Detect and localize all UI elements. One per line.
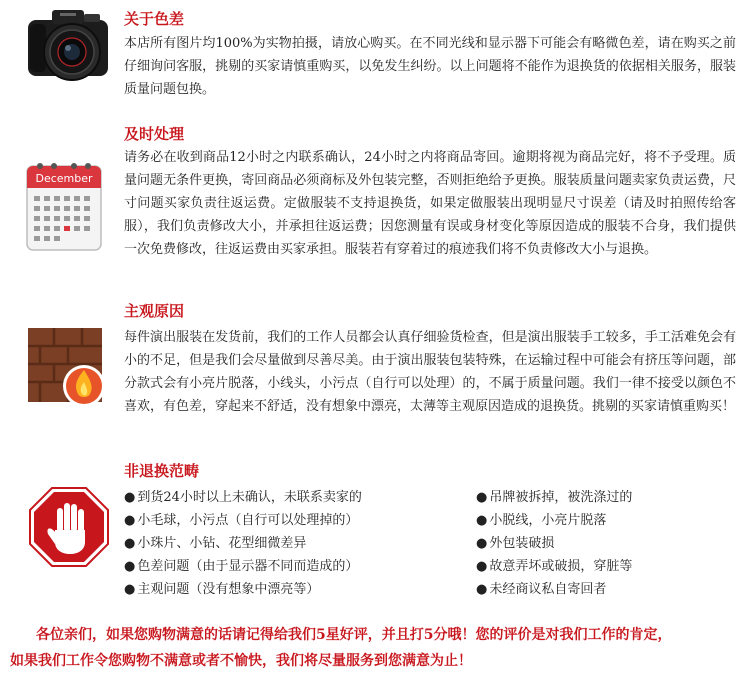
list-item: ● 小脱线，小亮片脱落 [476, 509, 736, 532]
firewall-icon [24, 326, 108, 408]
section-title: 关于色差 [124, 10, 185, 28]
list-item: ● 色差问题（由于显示器不同而造成的） [124, 555, 464, 578]
bullet-icon: ● [476, 536, 488, 551]
section-title: 主观原因 [124, 302, 185, 320]
section-color-difference [0, 0, 750, 118]
bullet-icon: ● [124, 559, 136, 574]
bullet-icon: ● [476, 582, 488, 597]
list-item: ● 外包装破损 [476, 532, 736, 555]
section-timely-handling [0, 118, 750, 296]
bullet-icon: ● [476, 559, 488, 574]
list-item: ● 主观问题（没有想象中漂亮等） [124, 578, 464, 601]
list-item: ● 到货24小时以上未确认，未联系卖家的 [124, 486, 464, 509]
section-title: 及时处理 [124, 125, 185, 143]
stop-hand-icon [28, 486, 110, 568]
section-text: 每件演出服装在发货前，我们的工作人员都会认真仔细验货检查，但是演出服装手工较多，手工活难免会有小的不足，但是我们会尽量做到尽善尽美。由于演出服装包装特殊，在运输过程中可能会有挤压等问题，部分款式会有小亮片脱落，小线头，小污点（自行可以处理）的，不属于质量问题。我们一律不接受以颜色不喜欢，有色差，穿起来不舒适，没有想象中漂亮，太薄等主观原因造成的退换货。挑剔的买家请慎重购买！ [124, 330, 736, 414]
bullet-icon: ● [476, 513, 488, 528]
footer-line-1: 各位亲们，如果您购物满意的话请记得给我们5星好评，并且打5分哦！您的评价是对我们工作的肯定， [36, 627, 672, 643]
list-item: ● 故意弄坏或破损，穿脏等 [476, 555, 736, 578]
bullet-icon: ● [124, 490, 136, 505]
non-return-list-right [476, 486, 736, 601]
non-return-list-left [124, 486, 464, 601]
calendar-month-label: December [35, 172, 93, 185]
bullet-icon: ● [124, 536, 136, 551]
camera-icon [22, 6, 114, 86]
section-non-return-scope [0, 456, 750, 616]
section-subjective-reasons [0, 296, 750, 456]
calendar-icon [24, 160, 104, 252]
section-text: 请务必在收到商品12小时之内联系确认，24小时之内将商品寄回。逾期将视为商品完好，将不予受理。质量问题无条件更换，寄回商品必须商标及外包装完整，否则拒绝给予更换。服装质量问题卖家负责运费，尺寸问题买家负责往返运费。定做服装不支持退换货，如果定做服装出现明显尺寸误差（请及时拍照传给客服），我们负责修改大小，并承担往返运费；因您测量有误或身材变化等原因造成的服装不合身，我们提供一次免费修改，往返运费由买家承担。服装若有穿着过的痕迹我们将不负责修改大小与退换。 [124, 150, 736, 257]
footer-message [0, 622, 750, 682]
bullet-icon: ● [124, 513, 136, 528]
footer-line-2: 如果我们工作令您购物不满意或者不愉快，我们将尽量服务到您满意为止！ [10, 653, 472, 669]
bullet-icon: ● [124, 582, 136, 597]
list-item: ● 吊牌被拆掉，被洗涤过的 [476, 486, 736, 509]
section-text: 本店所有图片均100%为实物拍摄，请放心购买。在不同光线和显示器下可能会有略微色差，请在购买之前仔细询问客服，挑剔的买家请慎重购买，以免发生纠纷。以上问题将不能作为退换货的依据相关服务，服装质量问题包换。 [124, 36, 736, 97]
bullet-icon: ● [476, 490, 488, 505]
list-item: ● 小毛球，小污点（自行可以处理掉的） [124, 509, 464, 532]
list-item: ● 未经商议私自寄回者 [476, 578, 736, 601]
section-title: 非退换范畴 [124, 462, 200, 480]
list-item: ● 小珠片、小钻、花型细微差异 [124, 532, 464, 555]
